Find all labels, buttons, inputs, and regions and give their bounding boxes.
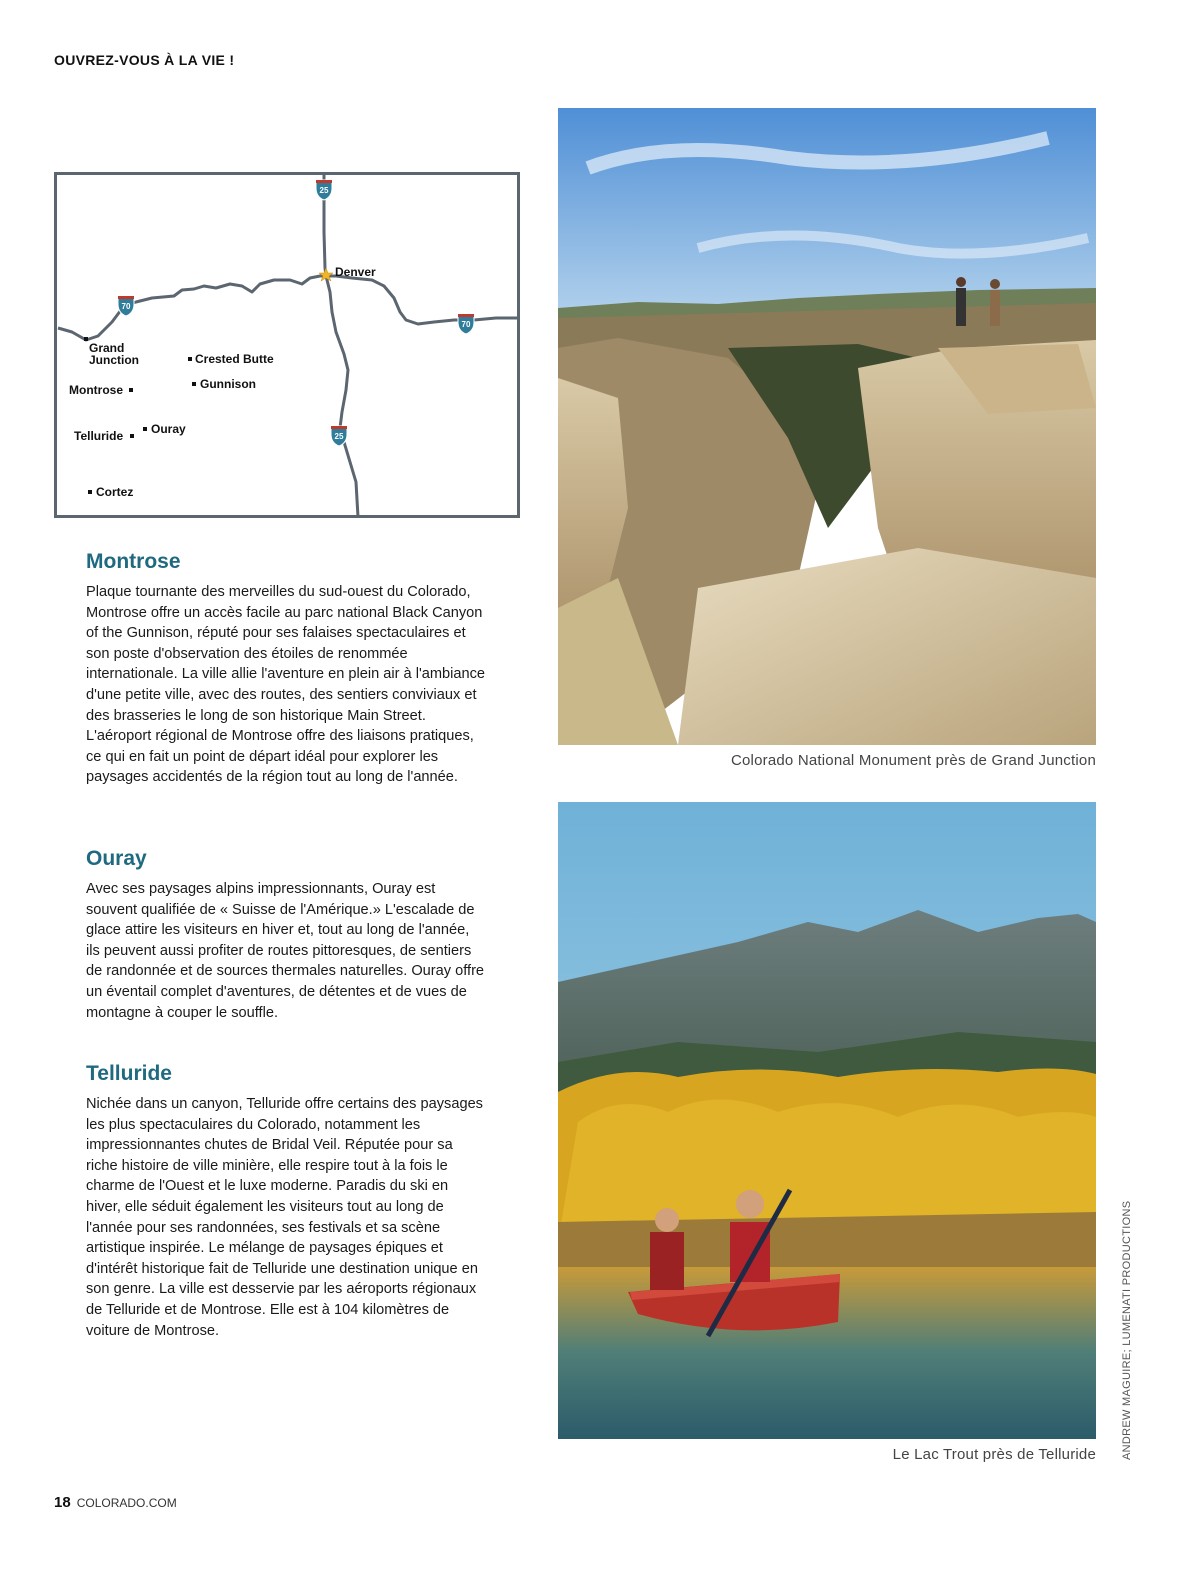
site-name: COLORADO.COM <box>76 1496 177 1510</box>
i25-shield-label: 25 <box>319 186 329 195</box>
section-body: Avec ses paysages alpins impressionnants, Ouray est souvent qualifiée de « Suisse de l'Amérique.» L'escalade de glace attire les visiteurs en hiver et, tout au long de l'année, ils peuvent aussi profiter de routes pittoresques, de sentiers de randonnée et de sources thermales naturelles. Ouray offre un éventail complet d'aventures, de détentes et de vues de montagne à couper le souffle. <box>86 881 485 1021</box>
colorado-map <box>54 172 520 518</box>
i70-shield-label: 70 <box>121 302 131 311</box>
photo-credit: ANDREW MAGUIRE; LUMENATI PRODUCTIONS <box>1121 1200 1133 1460</box>
photo-caption: Colorado National Monument près de Grand Junction <box>730 752 1096 769</box>
section-ouray <box>86 847 486 1023</box>
section-telluride <box>86 1062 486 1341</box>
map-label-grand-junction-2: Junction <box>89 353 139 367</box>
map-label-denver: Denver <box>335 265 376 279</box>
section-title: Ouray <box>86 847 147 870</box>
photo-canyon <box>558 108 1096 745</box>
i25-shield-label: 25 <box>334 432 344 441</box>
map-label-cortez: Cortez <box>96 485 134 499</box>
map-label-grand-junction: Grand <box>89 341 125 355</box>
photo-caption: Le Lac Trout près de Telluride <box>892 1446 1096 1463</box>
photo-lake-canoe <box>558 802 1096 1439</box>
section-montrose <box>86 550 486 788</box>
i70-shield-label: 70 <box>461 320 471 329</box>
page-number: 18 <box>54 1494 71 1511</box>
map-label-telluride: Telluride <box>74 429 124 443</box>
section-title: Montrose <box>86 550 181 573</box>
map-label-montrose: Montrose <box>69 383 123 397</box>
section-title: Telluride <box>86 1062 172 1085</box>
section-body: Plaque tournante des merveilles du sud-ouest du Colorado, Montrose offre un accès facile au parc national Black Canyon of the Gunnison, réputé pour ses falaises spectaculaires et son poste d'observation des étoiles de renommée internationale. La ville allie l'aventure en plein air à l'ambiance d'une petite ville, avec des routes, des sentiers conviviaux et des brasseries le long de son historique Main Street. L'aéroport régional de Montrose offre des liaisons pratiques, ce qui en fait un point de départ idéal pour explorer les paysages accidentés de la région tout au long de l'année. <box>86 584 486 786</box>
map-label-gunnison: Gunnison <box>200 377 256 391</box>
map-label-ouray: Ouray <box>151 422 186 436</box>
page-kicker: OUVREZ-VOUS À LA VIE ! <box>54 52 235 68</box>
map-label-crested-butte: Crested Butte <box>195 352 274 366</box>
section-body: Nichée dans un canyon, Telluride offre certains des paysages les plus spectaculaires du Colorado, notamment les impressionnantes chutes de Bridal Veil. Réputée pour sa riche histoire de ville minière, elle respire tout à la fois le charme de l'Ouest et le luxe moderne. Paradis du ski en hiver, elle séduit également les visiteurs tout au long de l'année pour ses randonnées, ses festivals et sa scène artistique inspirée. Le mélange de paysages épiques et d'intérêt historique fait de Telluride une destination unique en son genre. La ville est desservie par les aéroports régionaux de Telluride et de Montrose. Elle est à 104 kilomètres de voiture de Montrose. <box>86 1096 483 1339</box>
page-footer <box>54 1494 177 1511</box>
